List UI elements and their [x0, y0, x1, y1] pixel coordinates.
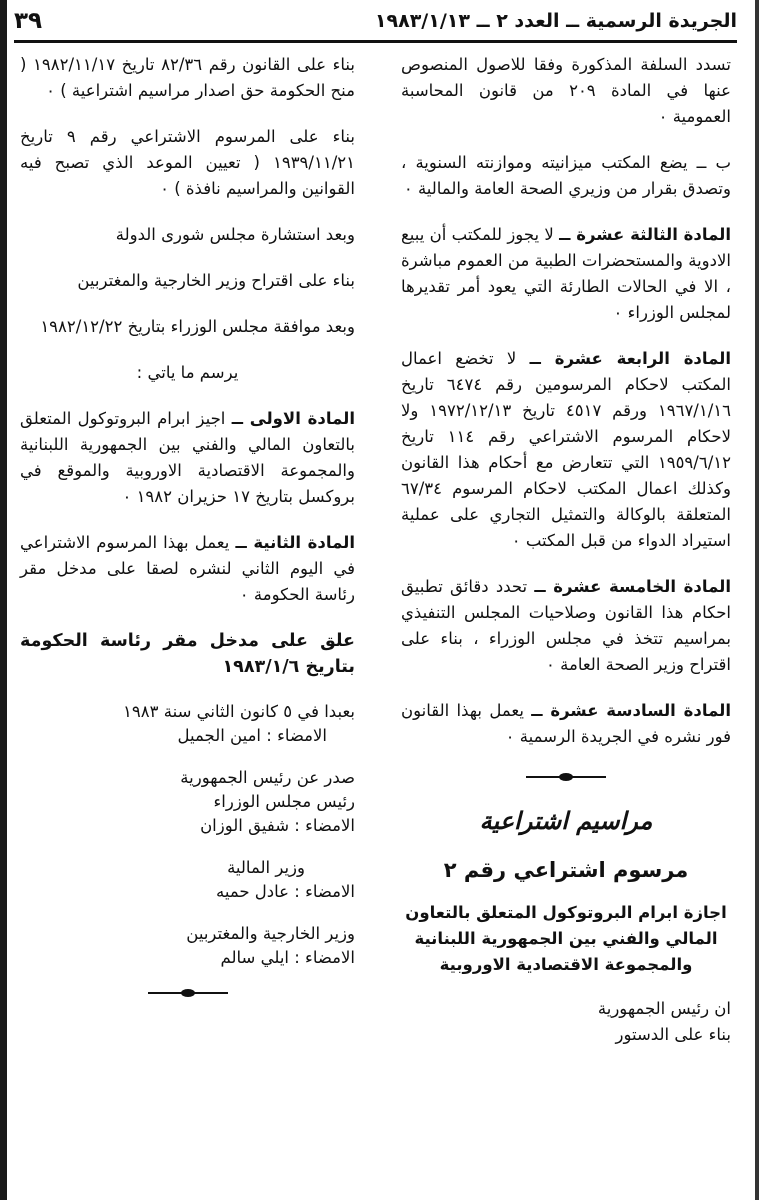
header-rule — [14, 40, 737, 43]
article-title: المادة السادسة عشرة ــ — [531, 701, 731, 720]
article-text: تحدد دقائق تطبيق احكام هذا القانون وصلاحيات المجلس التنفيذي بمراسيم تتخذ في مجلس الوزراء ، بناء على اقتراح وزير الصحة العامة ٠ — [401, 577, 731, 674]
paragraph: بناء على القانون رقم ٨٢/٣٦ تاريخ ١٩٨٢/١١/١٧ ( منح الحكومة حق اصدار مراسيم اشتراعية ) ٠ — [20, 55, 355, 100]
preamble — [401, 996, 731, 1048]
article-text: يعمل بهذا المرسوم الاشتراعي في اليوم الثاني لنشره لصقا على مدخل مقر رئاسة الحكومة ٠ — [20, 533, 355, 604]
article-title: المادة الثالثة عشرة ــ — [559, 225, 731, 244]
ornament-divider — [526, 772, 606, 782]
paragraph: وبعد موافقة مجلس الوزراء بتاريخ ١٩٨٢/١٢/٢٢ — [40, 317, 355, 336]
right-column — [401, 52, 731, 1180]
signature-title: وزير الخارجية والمغتربين — [186, 924, 355, 943]
scan-edge-left — [0, 0, 7, 1200]
paragraph: بناء على المرسوم الاشتراعي رقم ٩ تاريخ ١٩٣٩/١١/٢١ ( تعيين الموعد الذي تصبح فيه القوانين والمراسيم نافذة ) ٠ — [20, 127, 355, 198]
posting-notice: علق على مدخل مقر رئاسة الحكومة بتاريخ ١٩٨٣/١/٦ — [20, 631, 355, 677]
preamble-line: ان رئيس الجمهورية — [597, 999, 731, 1018]
page-number: ٣٩ — [14, 8, 43, 34]
article-1 — [20, 406, 355, 510]
article-15 — [401, 574, 731, 678]
decree-title: مرسوم اشتراعي رقم ٢ — [443, 858, 689, 882]
paragraph: تسدد السلفة المذكورة وفقا للاصول المنصوص عنها في المادة ٢٠٩ من قانون المحاسبة العمومية ٠ — [401, 55, 731, 126]
article-14 — [401, 346, 731, 554]
signature-president — [20, 700, 355, 748]
decree-subject: اجازة ابرام البروتوكول المتعلق بالتعاون المالي والفني بين الجمهورية اللبنانية والمجموعة الاقتصادية الاوروبية — [405, 903, 727, 974]
gazette-title: الجريدة الرسمية ــ العدد ٢ ــ ١٩٨٣/١/١٣ — [374, 10, 737, 32]
signature-title: وزير المالية — [227, 858, 305, 877]
signature-finance — [20, 856, 355, 904]
preamble-line: بناء على الدستور — [615, 1025, 731, 1044]
ornament-divider — [148, 988, 228, 998]
section-title: مراسيم اشتراعية — [479, 807, 653, 835]
paragraph: بناء على اقتراح وزير الخارجية والمغتربين — [77, 271, 355, 290]
page-header — [14, 8, 737, 38]
signature-foreign — [20, 922, 355, 970]
article-text: لا تخضع اعمال المكتب لاحكام المرسومين رقم ٦٤٧٤ تاريخ ١٩٦٧/١/١٦ ورقم ٤٥١٧ تاريخ ١٩٧٢/١٢/١٣ ولا لاحكام المرسوم الاشتراعي رقم ١١٤ تاريخ ١٩٥٩/٦/١٢ التي تتعارض مع أحكام هذا القانون وكذلك اعمال المكتب لاحكام المرسوم ٦٧/٣٤ المتعلقة بالوكالة والتمثيل التجاري على عملية استيراد الدواء من قبل المكتب ٠ — [401, 349, 732, 550]
paragraph: ب ــ يضع المكتب ميزانيته وموازنته السنوية ، وتصدق بقرار من وزيري الصحة العامة والمالية ٠ — [401, 153, 731, 198]
article-16 — [401, 698, 731, 750]
signature-place: بعبدا في ٥ كانون الثاني سنة ١٩٨٣ — [123, 702, 355, 721]
paragraph: وبعد استشارة مجلس شورى الدولة — [115, 225, 355, 244]
signature-pm — [20, 766, 355, 838]
signature-title: رئيس مجلس الوزراء — [213, 792, 355, 811]
article-title: المادة الخامسة عشرة ــ — [534, 577, 732, 596]
signature-name: الامضاء : امين الجميل — [177, 726, 327, 745]
signature-name: الامضاء : شفيق الوزان — [200, 816, 355, 835]
article-text: لا يجوز للمكتب أن يبيع الادوية والمستحضرات الطبية من العموم مباشرة ، الا في الحالات الطارئة التي يعود أمر تقديرها لمجلس الوزراء ٠ — [401, 225, 731, 322]
article-text: اجيز ابرام البروتوكول المتعلق بالتعاون المالي والفني بين الجمهورية اللبنانية والمجموعة الاقتصادية الاوروبية والموقع في بروكسل بتاريخ ١٧ حزيران ١٩٨٢ ٠ — [20, 409, 355, 506]
article-title: المادة الاولى ــ — [231, 409, 355, 428]
article-text: يعمل بهذا القانون فور نشره في الجريدة الرسمية ٠ — [401, 701, 731, 746]
article-title: المادة الرابعة عشرة ــ — [529, 349, 732, 368]
signature-name: الامضاء : ايلي سالم — [220, 948, 355, 967]
left-column — [20, 52, 355, 1180]
signature-name: الامضاء : عادل حميه — [216, 882, 355, 901]
decree-formula: يرسم ما ياتي : — [136, 363, 239, 382]
article-title: المادة الثانية ــ — [235, 533, 355, 552]
article-2 — [20, 530, 355, 608]
article-13 — [401, 222, 731, 326]
signature-line: صدر عن رئيس الجمهورية — [180, 768, 355, 787]
scan-edge-right — [755, 0, 759, 1200]
